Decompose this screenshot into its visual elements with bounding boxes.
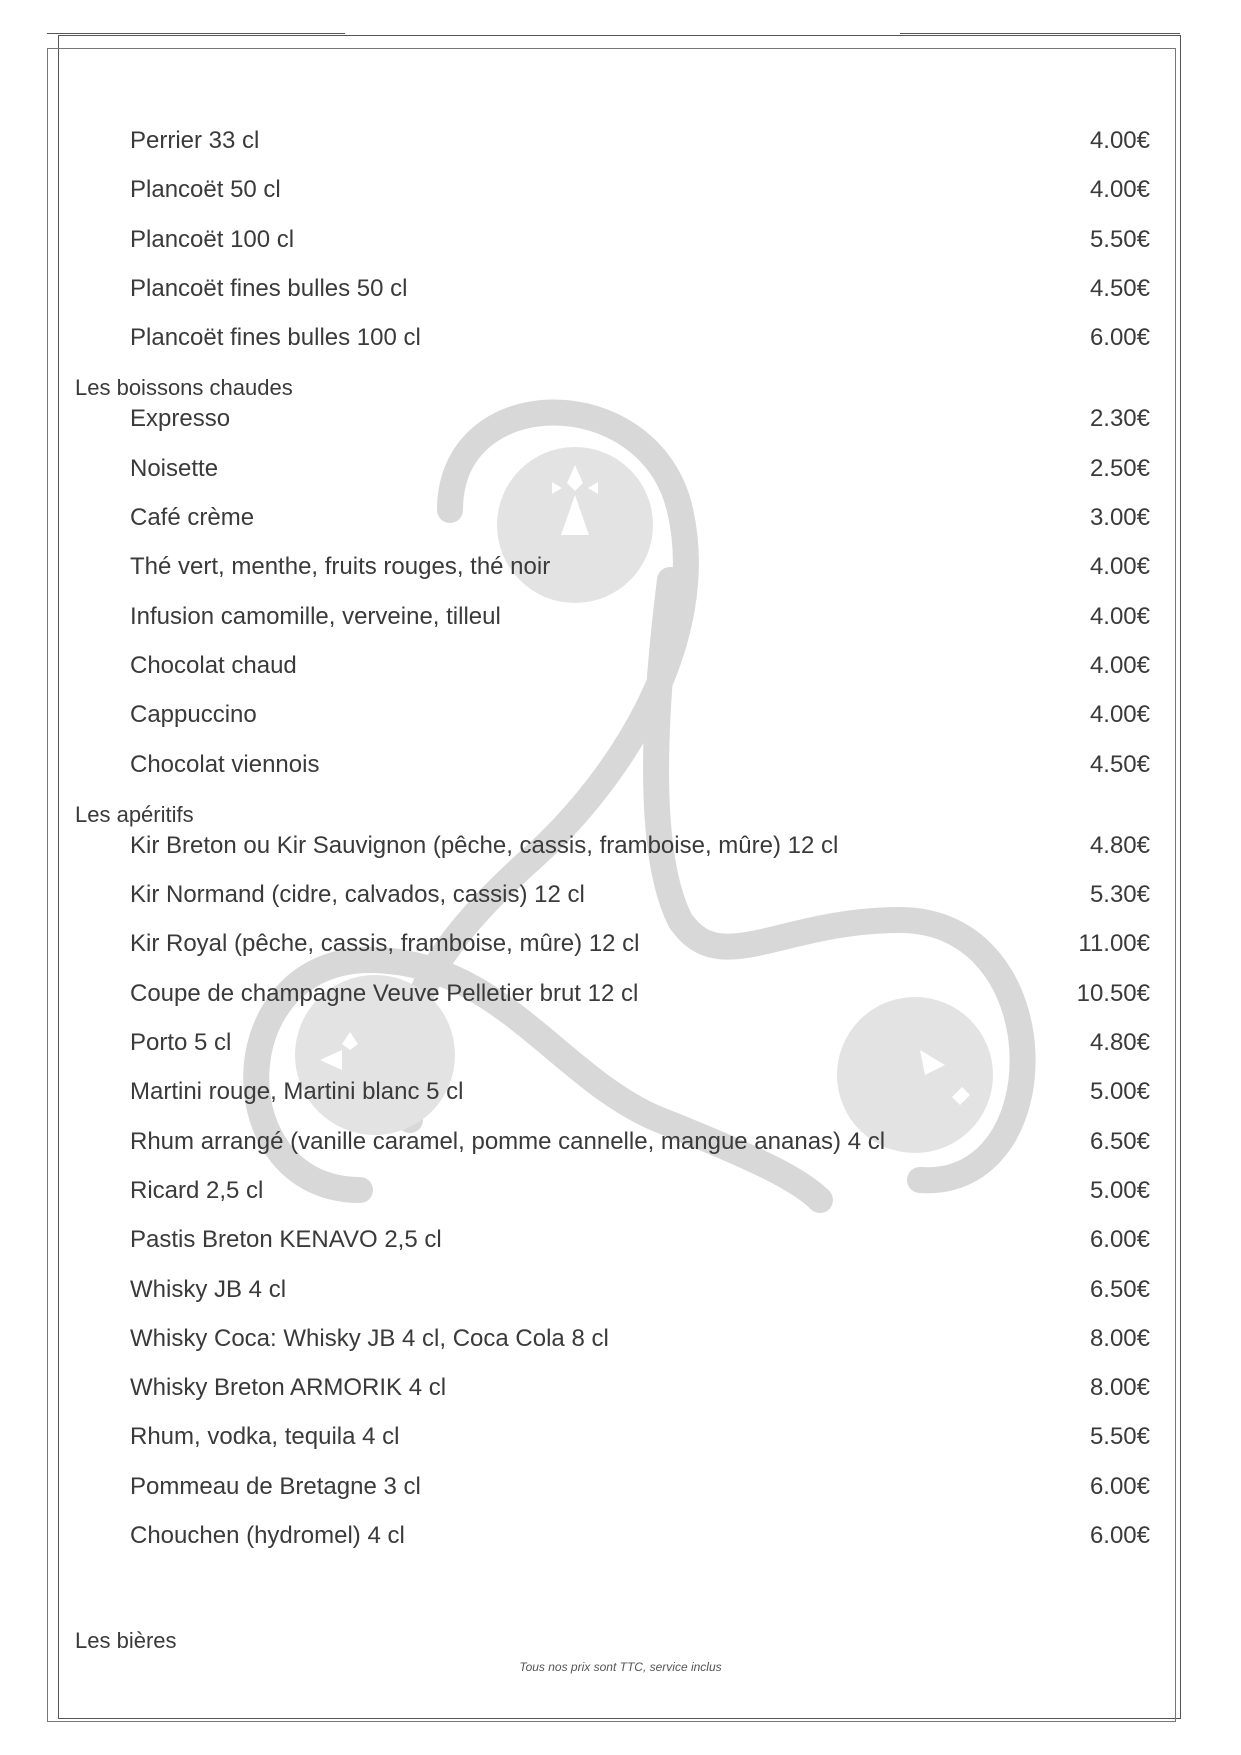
item-price: 6.00€ xyxy=(1089,1522,1150,1550)
item-name: Plancoët 50 cl xyxy=(130,176,281,204)
item-price: 6.00€ xyxy=(1089,1226,1150,1254)
menu-item xyxy=(75,1127,1150,1176)
item-name: Chocolat viennois xyxy=(130,750,320,778)
menu-item xyxy=(75,274,1150,323)
item-name: Kir Royal (pêche, cassis, framboise, mûre) 12 cl xyxy=(130,930,640,958)
item-price: 6.00€ xyxy=(1089,324,1150,352)
menu-item xyxy=(75,602,1150,651)
menu-item xyxy=(75,979,1150,1028)
item-price: 8.00€ xyxy=(1089,1324,1150,1352)
item-name: Martini rouge, Martini blanc 5 cl xyxy=(130,1078,464,1106)
menu-item xyxy=(75,1472,1150,1521)
menu-item xyxy=(75,651,1150,700)
menu-item xyxy=(75,175,1150,224)
item-name: Kir Breton ou Kir Sauvignon (pêche, cassis, framboise, mûre) 12 cl xyxy=(130,831,839,859)
menu-item xyxy=(75,700,1150,749)
item-price: 4.50€ xyxy=(1089,274,1150,302)
item-price: 5.50€ xyxy=(1089,1423,1150,1451)
menu-item xyxy=(75,1373,1150,1422)
menu-item xyxy=(75,831,1150,880)
menu-item xyxy=(75,880,1150,929)
item-name: Café crème xyxy=(130,504,255,532)
menu-item xyxy=(75,1521,1150,1570)
item-name: Thé vert, menthe, fruits rouges, thé noir xyxy=(130,553,551,581)
menu-item xyxy=(75,750,1150,799)
item-price: 5.00€ xyxy=(1089,1078,1150,1106)
drinks-menu xyxy=(75,126,1150,1570)
section-title: Les apéritifs xyxy=(75,801,194,827)
item-price: 11.00€ xyxy=(1078,930,1150,958)
item-name: Whisky JB 4 cl xyxy=(130,1275,287,1303)
item-name: Expresso xyxy=(130,405,231,433)
section-title-bieres: Les bières xyxy=(75,1628,177,1653)
item-name: Kir Normand (cidre, calvados, cassis) 12 cl xyxy=(130,881,585,909)
item-name: Whisky Coca: Whisky JB 4 cl, Coca Cola 8 cl xyxy=(130,1324,609,1352)
item-name: Coupe de champagne Veuve Pelletier brut 12 cl xyxy=(130,979,639,1007)
menu-item xyxy=(75,503,1150,552)
footer-note: Tous nos prix sont TTC, service inclus xyxy=(519,1660,722,1674)
item-name: Infusion camomille, verveine, tilleul xyxy=(130,602,501,630)
menu-item xyxy=(75,126,1150,175)
top-right-rule xyxy=(900,33,1180,34)
item-name: Porto 5 cl xyxy=(130,1029,232,1057)
item-name: Cappuccino xyxy=(130,701,257,729)
item-price: 6.50€ xyxy=(1089,1275,1150,1303)
item-price: 2.30€ xyxy=(1089,405,1150,433)
menu-item xyxy=(75,1225,1150,1274)
item-name: Whisky Breton ARMORIK 4 cl xyxy=(130,1374,447,1402)
menu-item xyxy=(75,1077,1150,1126)
item-price: 2.50€ xyxy=(1089,454,1150,482)
section-waters xyxy=(75,126,1150,372)
section-hot-drinks xyxy=(75,372,1150,798)
section-aperitifs xyxy=(75,799,1150,1570)
item-name: Pommeau de Bretagne 3 cl xyxy=(130,1472,421,1500)
menu-item xyxy=(75,1275,1150,1324)
item-name: Plancoët fines bulles 50 cl xyxy=(130,274,408,302)
item-price: 4.00€ xyxy=(1089,602,1150,630)
item-name: Plancoët 100 cl xyxy=(130,225,295,253)
item-price: 5.00€ xyxy=(1089,1176,1150,1204)
item-name: Plancoët fines bulles 100 cl xyxy=(130,324,421,352)
item-name: Rhum arrangé (vanille caramel, pomme cannelle, mangue ananas) 4 cl xyxy=(130,1127,886,1155)
item-name: Rhum, vodka, tequila 4 cl xyxy=(130,1423,400,1451)
menu-item xyxy=(75,404,1150,453)
menu-item xyxy=(75,1176,1150,1225)
item-name: Chocolat chaud xyxy=(130,651,297,679)
item-name: Ricard 2,5 cl xyxy=(130,1176,264,1204)
item-price: 3.00€ xyxy=(1089,504,1150,532)
item-name: Chouchen (hydromel) 4 cl xyxy=(130,1522,405,1550)
item-price: 6.50€ xyxy=(1089,1127,1150,1155)
menu-item xyxy=(75,323,1150,372)
menu-item xyxy=(75,552,1150,601)
menu-item xyxy=(75,454,1150,503)
item-price: 5.50€ xyxy=(1089,225,1150,253)
item-price: 4.00€ xyxy=(1089,176,1150,204)
menu-item xyxy=(75,1028,1150,1077)
item-name: Perrier 33 cl xyxy=(130,127,260,154)
item-price: 4.00€ xyxy=(1089,651,1150,679)
menu-item xyxy=(75,1324,1150,1373)
section-title: Les boissons chaudes xyxy=(75,375,293,401)
item-price: 4.00€ xyxy=(1089,553,1150,581)
item-price: 4.80€ xyxy=(1089,831,1150,859)
menu-item xyxy=(75,929,1150,978)
item-price: 4.50€ xyxy=(1089,750,1150,778)
item-price: 4.80€ xyxy=(1089,1029,1150,1057)
item-name: Pastis Breton KENAVO 2,5 cl xyxy=(130,1226,442,1254)
item-price: 5.30€ xyxy=(1089,881,1150,909)
top-left-rule xyxy=(47,33,345,34)
item-price: 4.00€ xyxy=(1089,127,1150,154)
item-price: 4.00€ xyxy=(1089,701,1150,729)
item-price: 8.00€ xyxy=(1089,1374,1150,1402)
item-name: Noisette xyxy=(130,454,219,482)
item-price: 6.00€ xyxy=(1089,1472,1150,1500)
menu-item xyxy=(75,1422,1150,1471)
item-price: 10.50€ xyxy=(1076,979,1150,1007)
menu-item xyxy=(75,225,1150,274)
